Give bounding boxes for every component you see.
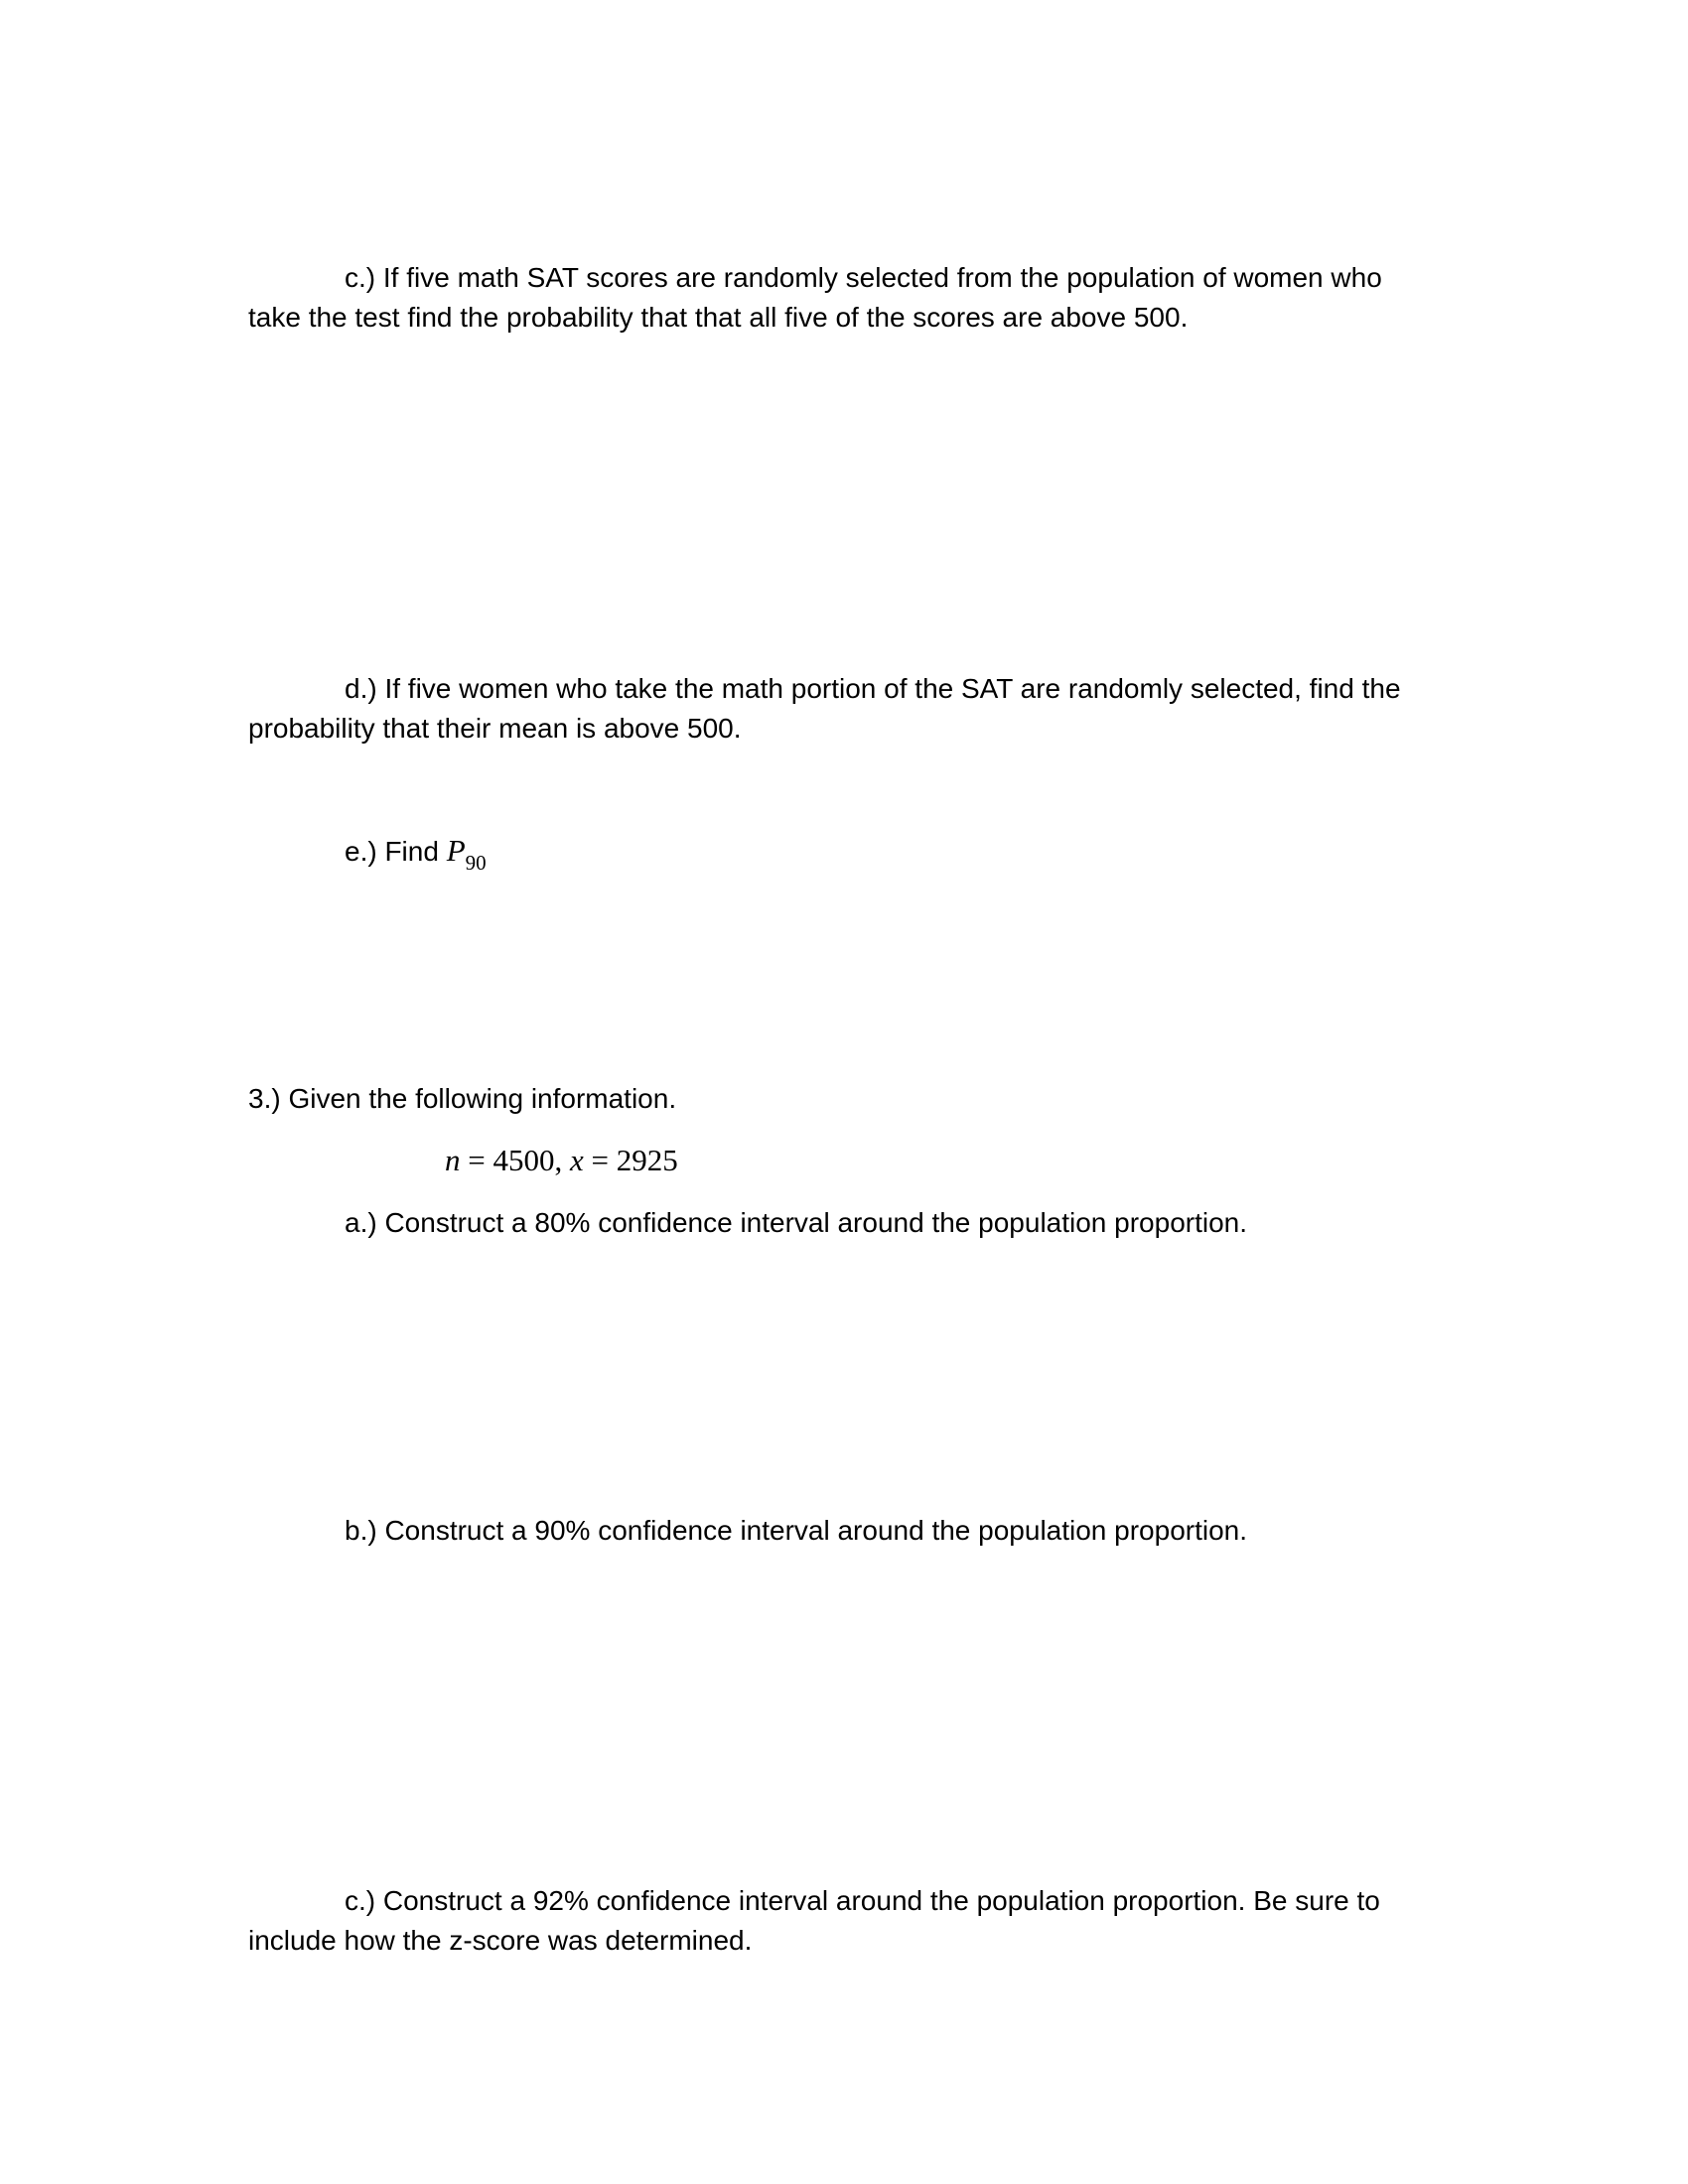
question-3-heading: 3.) Given the following information. bbox=[248, 1083, 677, 1114]
question-2e-text: e.) Find bbox=[345, 836, 447, 867]
percentile-symbol: P bbox=[446, 833, 466, 868]
question-2e bbox=[345, 833, 487, 875]
question-3c-line-1: c.) Construct a 92% confidence interval around the population proportion. Be sure to bbox=[345, 1885, 1380, 1916]
question-3b: b.) Construct a 90% confidence interval around the population proportion. bbox=[345, 1515, 1248, 1546]
question-2c-line-1: c.) If five math SAT scores are randomly selected from the population of women who bbox=[345, 262, 1382, 293]
n-variable: n bbox=[445, 1143, 461, 1177]
question-2c-line-2: take the test find the probability that that all five of the scores are above 500. bbox=[248, 302, 1189, 333]
percentile-subscript: 90 bbox=[465, 851, 487, 875]
question-3a: a.) Construct a 80% confidence interval around the population proportion. bbox=[345, 1207, 1248, 1238]
n-value: = 4500, bbox=[460, 1143, 570, 1177]
question-2d-line-2: probability that their mean is above 500. bbox=[248, 713, 742, 744]
question-2d-line-1: d.) If five women who take the math portion of the SAT are randomly selected, find the bbox=[345, 673, 1401, 704]
x-value: = 2925 bbox=[583, 1143, 678, 1177]
given-equation bbox=[445, 1144, 678, 1177]
question-3c-line-2: include how the z-score was determined. bbox=[248, 1925, 753, 1956]
x-variable: x bbox=[569, 1143, 584, 1177]
